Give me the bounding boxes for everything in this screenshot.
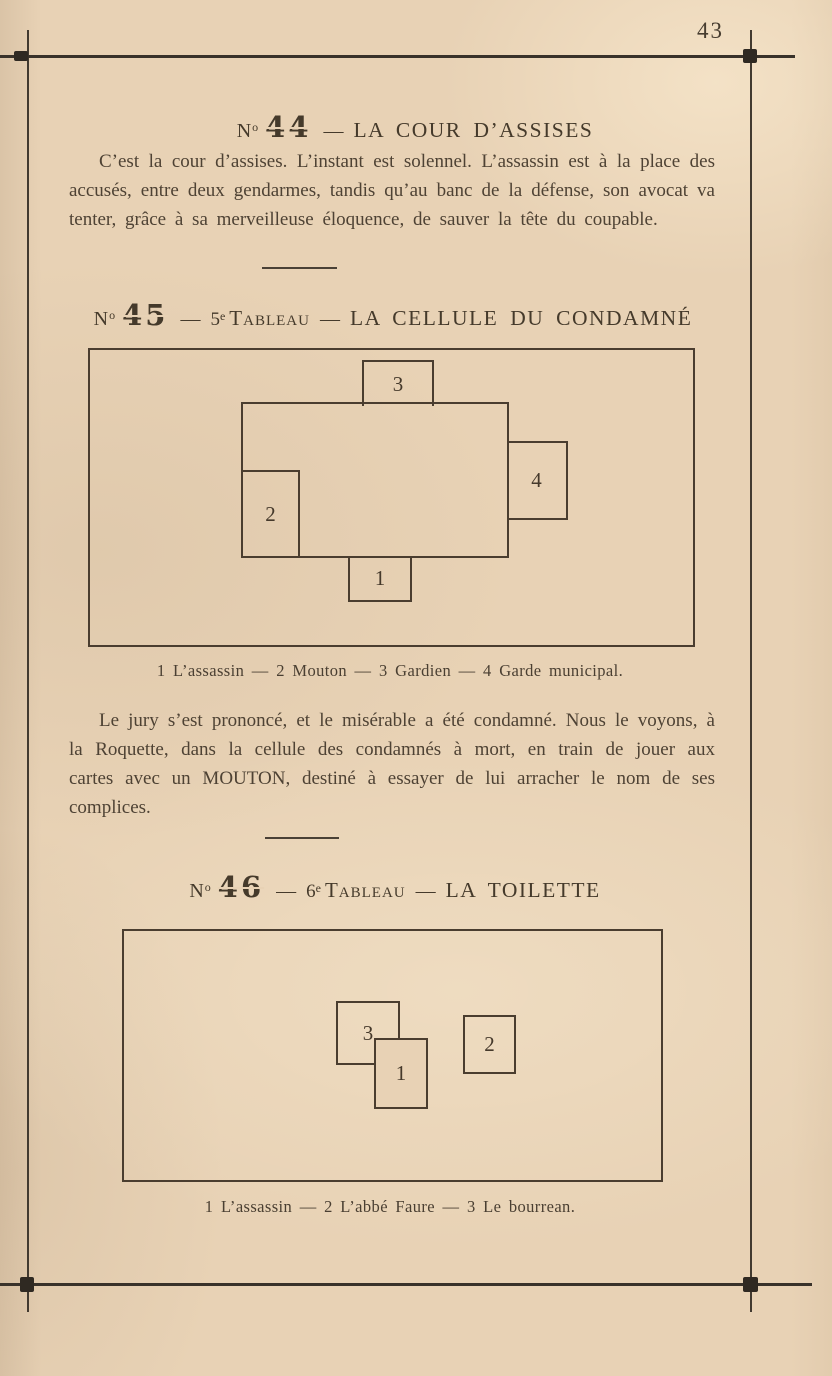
- section-45-paragraph: Le jury s’est prononcé, et le misérable a été condamné. Nous le voyons, à la Roquette, dans la cellule des condamnés à mort, en train de jouer aux cartes avec un MOUTON, destiné à essayer de lui arracher le nom de ses complices.: [69, 710, 715, 818]
- corner-mark-top-right: [743, 49, 757, 63]
- stage-box-label: 1: [395, 1061, 407, 1085]
- stage-diagram-2: [122, 929, 663, 1182]
- section-44-paragraph: C’est la cour d’assises. L’instant est solennel. L’assassin est à la place des accusés, entre deux gendarmes, tandis qu’au banc de la défense, son avocat va tenter, grâce à sa merveilleuse éloquence, de sauver la tête du coupable.: [69, 151, 715, 230]
- heading-dash: —: [319, 308, 340, 330]
- numero-sup: o: [109, 308, 117, 322]
- tableau-ordinal: [210, 309, 225, 330]
- stage-box-label: 3: [362, 1020, 374, 1045]
- section-44-title: LA COUR D’ASSISES: [353, 118, 594, 142]
- stage-box-label: 2: [484, 1032, 495, 1056]
- numero-sup: o: [204, 880, 212, 894]
- numero-label: [189, 880, 211, 902]
- stage-box-label: 2: [265, 501, 276, 526]
- numero-sup: o: [252, 120, 260, 134]
- section-44-number: 44: [265, 110, 312, 144]
- tableau-ordinal-sup: e: [219, 309, 226, 323]
- stage-1-box-4: [507, 441, 568, 520]
- section-44-heading: [115, 110, 715, 144]
- top-rule: [0, 55, 795, 58]
- tableau-label: Tableau: [324, 878, 406, 902]
- diagram-1-caption: 1 L’assassin — 2 Mouton — 3 Gardien — 4 Garde municipal.: [156, 661, 624, 680]
- page-number: [697, 18, 724, 44]
- stage-box-label: 1: [374, 565, 386, 590]
- tableau-ordinal-sup: e: [315, 881, 321, 895]
- corner-mark-top-left: [14, 51, 28, 61]
- section-divider-2: [265, 837, 339, 839]
- numero-n: N: [189, 880, 205, 902]
- numero-n: N: [93, 308, 110, 330]
- stage-2-box-2: [463, 1015, 516, 1074]
- heading-dash: —: [323, 120, 344, 142]
- stage-1-box-2: [241, 470, 300, 558]
- stage-box-label: 3: [392, 371, 404, 396]
- section-divider-1: [262, 267, 337, 269]
- diagram-2-caption: 1 L’assassin — 2 L’abbé Faure — 3 Le bourrean.: [204, 1197, 576, 1216]
- section-46-title: LA TOILETTE: [445, 878, 601, 902]
- tableau-ordinal-number: 5: [210, 309, 220, 330]
- stage-1-box-3: [362, 360, 434, 406]
- section-45-title: LA CELLULE DU CONDAMNÉ: [349, 306, 693, 330]
- stage-1-box-1: [348, 556, 412, 602]
- numero-label: [237, 120, 259, 142]
- section-46-number: 46: [217, 870, 265, 904]
- stage-box-label: 4: [531, 468, 542, 492]
- tableau-ordinal-number: 6: [306, 881, 316, 902]
- tableau-ordinal: [306, 881, 321, 902]
- page-number-value: 43: [697, 18, 724, 43]
- numero-n: N: [236, 120, 253, 142]
- section-46-heading: [95, 870, 695, 904]
- stage-2-box-1: [374, 1038, 428, 1109]
- corner-mark-bottom-right: [743, 1277, 758, 1292]
- bottom-rule: [0, 1283, 812, 1286]
- corner-mark-bottom-left: [20, 1277, 34, 1292]
- heading-dash: —: [180, 308, 201, 330]
- section-45-number: 45: [122, 298, 169, 332]
- stage-diagram-1: [88, 348, 695, 647]
- section-45-heading: [36, 298, 750, 332]
- heading-dash: —: [415, 880, 436, 902]
- tableau-label: Tableau: [229, 306, 310, 330]
- numero-label: [94, 308, 116, 330]
- heading-dash: —: [276, 880, 297, 902]
